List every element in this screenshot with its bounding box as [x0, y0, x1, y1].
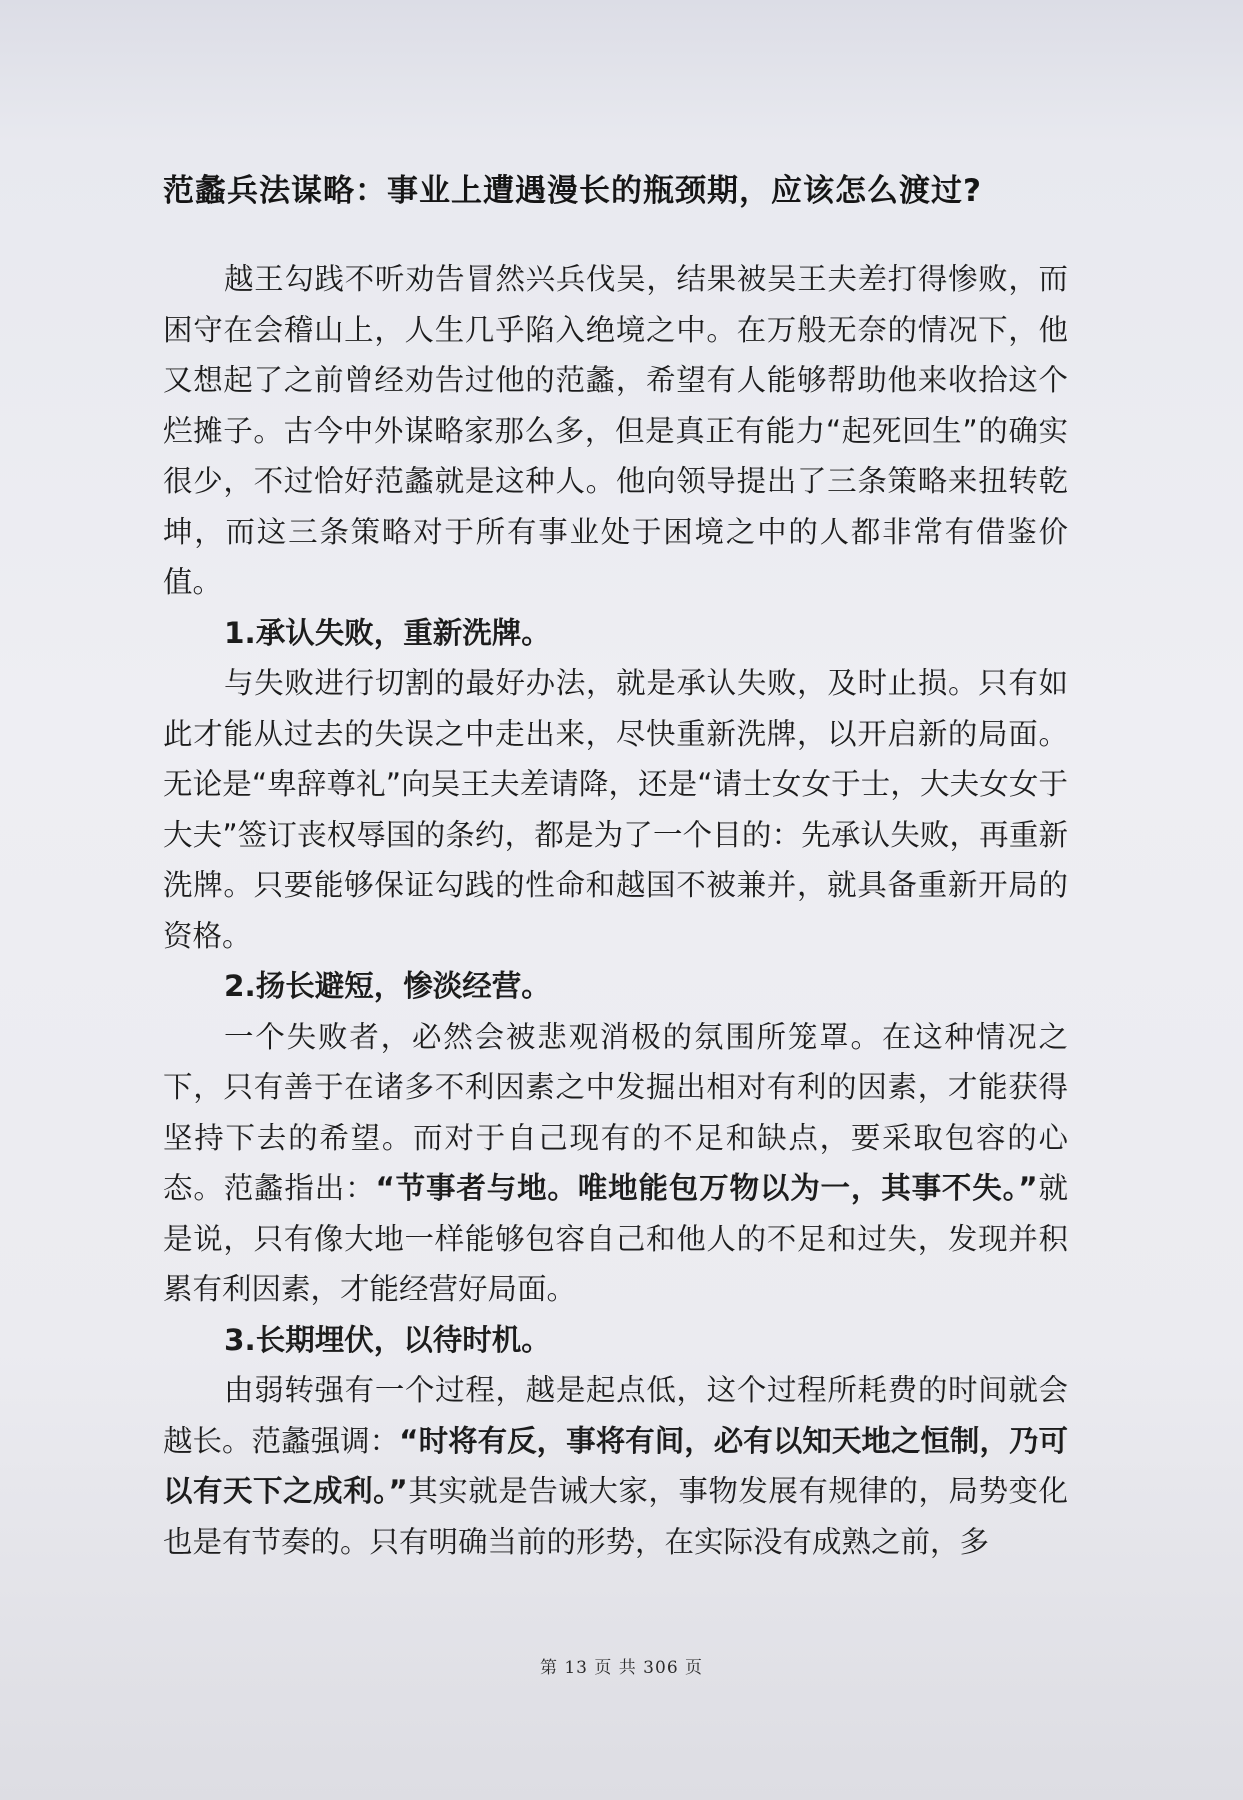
section-heading-2: 2.扬长避短，惨淡经营。	[224, 969, 551, 1003]
article-body	[163, 254, 1068, 1567]
paragraph-text: 由弱转强有一个过程，越是起点低，这个过程所耗费的时间就会越长。范蠡强调：	[163, 1373, 1068, 1458]
paragraph-section-3	[163, 1365, 1068, 1567]
paragraph-section-1: 与失败进行切割的最好办法，就是承认失败，及时止损。只有如此才能从过去的失误之中走出来，尽快重新洗牌，以开启新的局面。无论是“卑辞尊礼”向吴王夫差请降，还是“请士女女于士，大夫女女于大夫”签订丧权辱国的条约，都是为了一个目的：先承认失败，再重新洗牌。只要能够保证勾践的性命和越国不被兼并，就具备重新开局的资格。	[163, 666, 1068, 953]
section-heading-1: 1.承认失败，重新洗牌。	[224, 615, 551, 650]
paragraph-text: 一个失败者，必然会被悲观消极的氛围所笼罩。在这种情况之下，只有善于在诸多不利因素之中发掘出相对有利的因素，才能获得坚持下去的希望。而对于自己现有的不足和缺点，要采取包容的心态。范蠡指出：	[163, 1019, 1068, 1205]
section-heading-3: 3.长期埋伏，以待时机。	[224, 1322, 551, 1357]
paragraph-intro: 越王勾践不听劝告冒然兴兵伐吴，结果被吴王夫差打得惨败，而困守在会稽山上，人生几乎陷入绝境之中。在万般无奈的情况下，他又想起了之前曾经劝告过他的范蠡，希望有人能够帮助他来收拾这个烂摊子。古今中外谋略家那么多，但是真正有能力“起死回生”的确实很少，不过恰好范蠡就是这种人。他向领导提出了三条策略来扭转乾坤，而这三条策略对于所有事业处于困境之中的人都非常有借鉴价值。	[163, 262, 1068, 599]
quote-bold: “节事者与地。唯地能包万物以为一，其事不失。”	[375, 1171, 1038, 1205]
paragraph-text: 就是说，只有像大地一样能够包容自己和他人的不足和过失，发现并积累有利因素，才能经营好局面。	[163, 1171, 1068, 1306]
article-title: 范蠡兵法谋略：事业上遭遇漫长的瓶颈期，应该怎么渡过?	[163, 173, 982, 209]
page-footer	[0, 1653, 1243, 1678]
page-number-text: 第 13 页 共 306 页	[539, 1658, 704, 1678]
paragraph-section-2	[163, 1012, 1068, 1315]
paragraph-text: 其实就是告诫大家，事物发展有规律的，局势变化也是有节奏的。只有明确当前的形势，在实际没有成熟之前，多	[163, 1474, 1068, 1559]
quote-bold: “时将有反，事将有间，必有以知天地之恒制，乃可以有天下之成利。”	[163, 1423, 1068, 1508]
